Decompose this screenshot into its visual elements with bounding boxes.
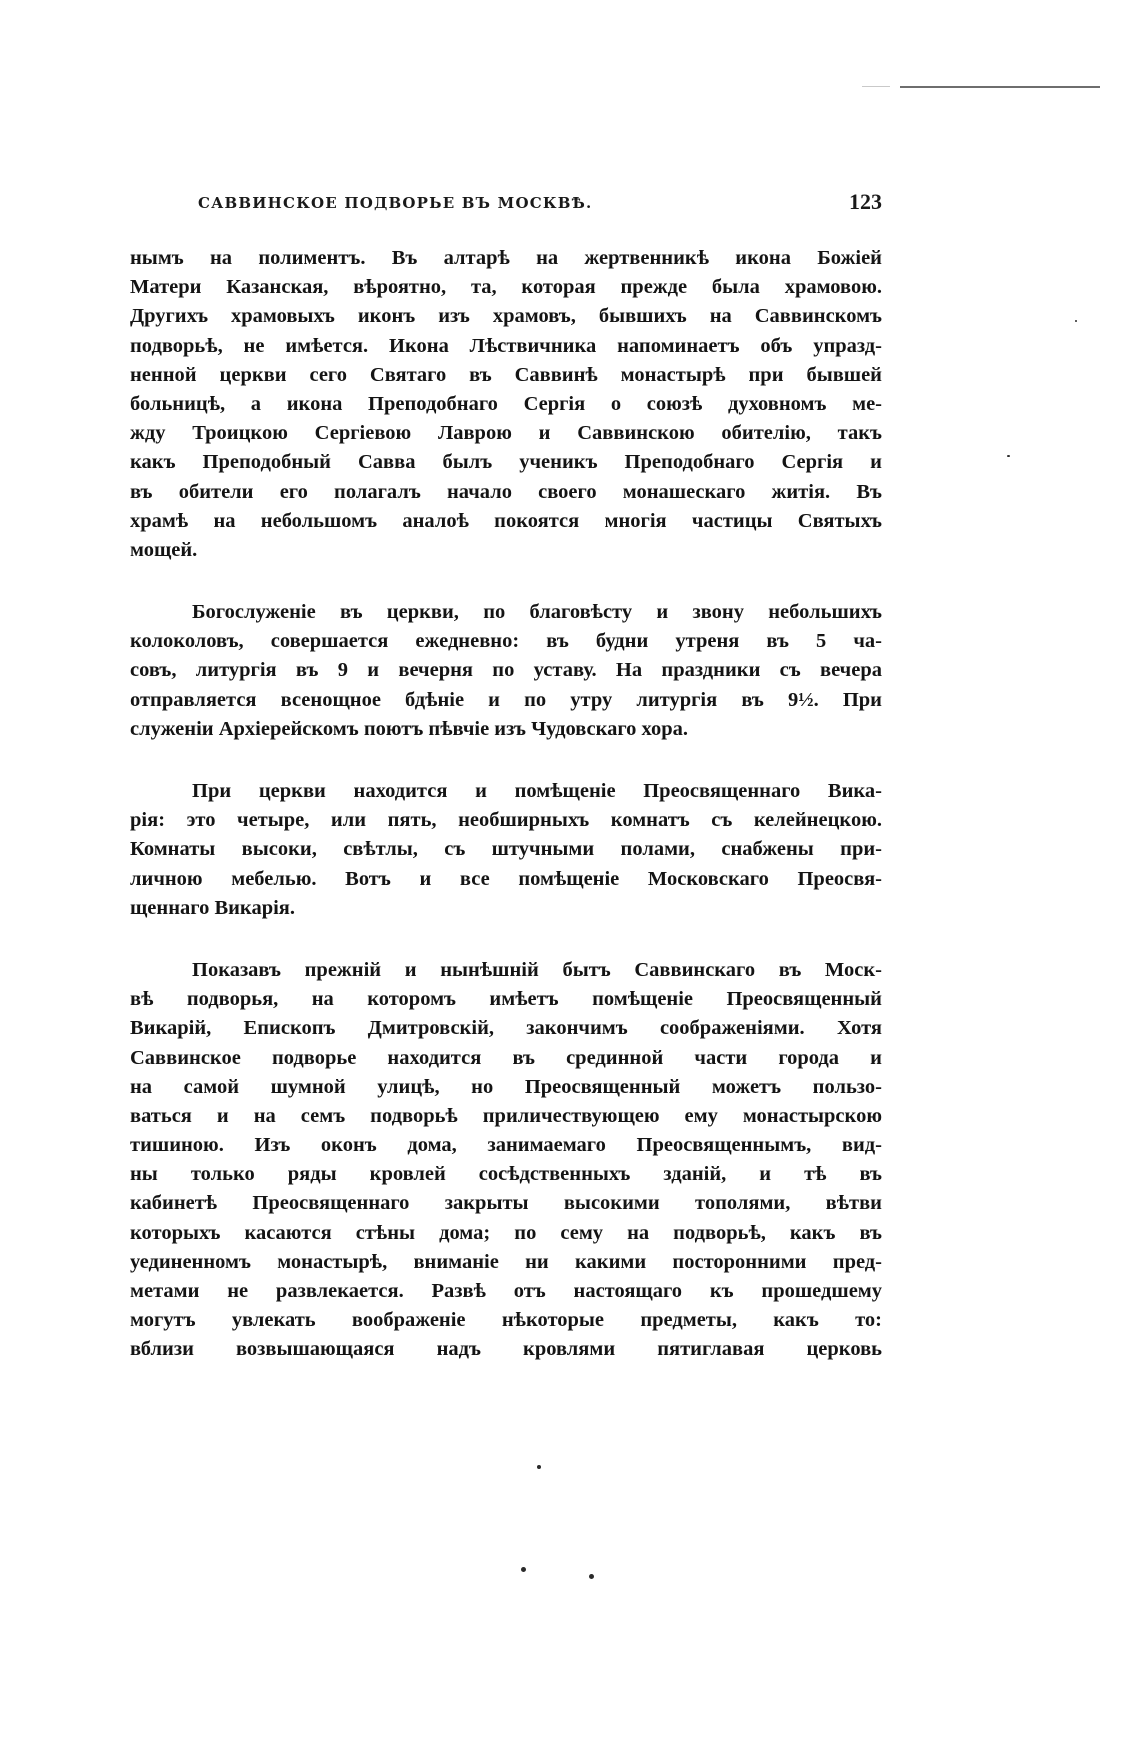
running-title: САВВИНСКОЕ ПОДВОРЬЕ ВЪ МОСКВѢ.: [198, 194, 593, 212]
text-line: на самой шумной улицѣ, но Преосвященный можетъ пользо-: [130, 1075, 882, 1098]
text-line: Показавъ прежній и нынѣшній бытъ Саввинскаго въ Моск-: [192, 958, 882, 981]
page-number: 123: [849, 189, 882, 214]
text-line: уединенномъ монастырѣ, вниманіе ни какими посторонними пред-: [130, 1250, 882, 1273]
scan-speck: [537, 1465, 541, 1469]
text-line: ны только ряды кровлей сосѣдственныхъ зданій, и тѣ въ: [130, 1163, 882, 1186]
text-line: рія: это четыре, или пять, необширныхъ комнатъ съ келейнецкою.: [130, 809, 882, 832]
text-line: Комнаты высоки, свѣтлы, съ штучными полами, снабжены при-: [130, 838, 882, 861]
paragraph: [130, 956, 882, 1365]
scan-speck: [1007, 455, 1010, 457]
body-text: [130, 244, 882, 1365]
text-line: которыхъ касаются стѣны дома; по сему на подворьѣ, какъ въ: [130, 1221, 882, 1244]
scan-edge-mark: [900, 86, 1100, 88]
text-line: Другихъ храмовыхъ иконъ изъ храмовъ, бывшихъ на Саввинскомъ: [130, 305, 882, 328]
text-line: какъ Преподобный Савва былъ ученикъ Преподобнаго Сергія и: [130, 451, 882, 474]
scan-edge-mark-faint: [862, 86, 890, 87]
text-line: храмѣ на небольшомъ аналоѣ покоятся многія частицы Святыхъ: [130, 509, 882, 532]
text-line: ваться и на семъ подворьѣ приличествующею ему монастырскою: [130, 1104, 882, 1127]
text-line: ненной церкви сего Святаго въ Саввинѣ монастырѣ при бывшей: [130, 363, 882, 386]
paragraph: [130, 598, 882, 744]
text-line: больницѣ, а икона Преподобнаго Сергія о союзѣ духовномъ ме-: [130, 392, 882, 415]
paragraph: [130, 244, 882, 565]
text-line: могутъ увлекать воображеніе нѣкоторые предметы, какъ то:: [130, 1309, 882, 1332]
text-line: Матери Казанская, вѣроятно, та, которая прежде была храмовою.: [130, 276, 882, 299]
scan-speck: [589, 1574, 594, 1579]
text-line: личною мебелью. Вотъ и все помѣщеніе Московскаго Преосвя-: [130, 867, 882, 890]
text-line: въ обители его полагалъ начало своего монашескаго житія. Въ: [130, 480, 882, 503]
paragraph: [130, 777, 882, 923]
text-line: кабинетѣ Преосвященнаго закрыты высокими тополями, вѣтви: [130, 1192, 882, 1215]
text-line: вѣ подворья, на которомъ имѣетъ помѣщеніе Преосвященный: [130, 988, 882, 1011]
running-head: [130, 189, 882, 222]
text-line: мощей.: [130, 538, 198, 561]
text-line: вблизи возвышающаяся надъ кровлями пятиглавая церковь: [130, 1338, 882, 1361]
text-line: отправляется всенощное бдѣніе и по утру литургія въ 9½. При: [130, 688, 882, 711]
text-line: подворьѣ, не имѣется. Икона Лѣствичника напоминаетъ объ упразд-: [130, 334, 882, 357]
text-line: Саввинское подворье находится въ срединной части города и: [130, 1046, 882, 1069]
text-line: метами не развлекается. Развѣ отъ настоящаго къ прошедшему: [130, 1280, 882, 1302]
text-line: При церкви находится и помѣщеніе Преосвященнаго Вика-: [192, 780, 882, 802]
text-line: Богослуженіе въ церкви, по благовѣсту и звону небольшихъ: [192, 601, 882, 624]
text-line: тишиною. Изъ оконъ дома, занимаемаго Преосвященнымъ, вид-: [130, 1134, 882, 1157]
text-line: совъ, литургія въ 9 и вечерня по уставу. На праздники съ вечера: [130, 659, 882, 682]
text-line: Викарій, Епископъ Дмитровскій, закончимъ соображеніями. Хотя: [130, 1017, 882, 1040]
text-line: нымъ на полиментъ. Въ алтарѣ на жертвенникѣ икона Божіей: [130, 247, 882, 269]
text-line: служеніи Архіерейскомъ поютъ пѣвчіе изъ Чудовскаго хора.: [130, 717, 689, 740]
text-line: колоколовъ, совершается ежедневно: въ будни утреня въ 5 ча-: [130, 630, 882, 653]
text-line: жду Троицкою Сергіевою Лаврою и Саввинскою обителію, такъ: [130, 422, 882, 445]
scan-speck: [1075, 320, 1077, 322]
text-line: щеннаго Викарія.: [130, 896, 296, 919]
scan-speck: [521, 1567, 526, 1572]
